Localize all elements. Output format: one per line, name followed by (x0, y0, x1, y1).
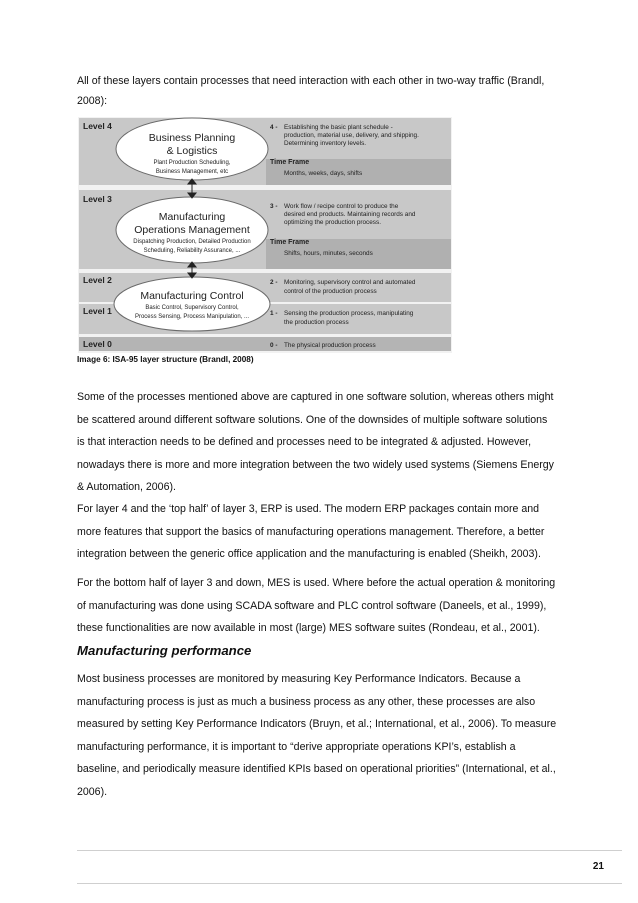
intro-paragraph: All of these layers contain processes that need interaction with each other in two-way traffic (Brandl, 2008): (77, 75, 545, 107)
level3-label: Level 3 (83, 194, 112, 204)
tf3-label: Time Frame (270, 239, 310, 246)
tf4-label: Time Frame (270, 159, 310, 166)
business-title-1: Business Planning (148, 132, 236, 144)
page-number: 21 (592, 861, 604, 872)
desc0-num: 0 - (270, 342, 278, 349)
level4-label: Level 4 (83, 121, 112, 131)
footer-rule-top (77, 850, 622, 851)
control-sub-2: Process Sensing, Process Manipulation, ... (134, 314, 250, 320)
level0-band (79, 337, 451, 351)
control-ellipse (114, 277, 270, 331)
paragraph-erp: For layer 4 and the ‘top half’ of layer 3, ERP is used. The modern ERP packages contain more and more features that support the basics of manufacturing operations management. Therefore, a better integration between the generic office application and the manufacturing is enabled (Sheikh, 2003). (77, 503, 545, 561)
footer-rule-bottom (77, 883, 622, 884)
mom-title-1: Manufacturing (158, 211, 226, 223)
desc1-num: 1 - (270, 310, 278, 317)
control-sub-1: Basic Control, Supervisory Control, (145, 305, 239, 311)
figure-caption: Image 6: ISA-95 layer structure (Brandl, 2008) (77, 355, 254, 364)
desc1-line2: the production process (284, 319, 349, 326)
desc0-line1: The physical production process (284, 342, 376, 349)
desc4-line1: Establishing the basic plant schedule - (284, 124, 393, 131)
mom-sub-1: Dispatching Production, Detailed Production (133, 239, 251, 245)
desc2-line2: control of the production process (284, 288, 377, 295)
control-title: Manufacturing Control (140, 290, 244, 302)
desc3-line3: optimizing the production process. (284, 219, 381, 226)
isa95-diagram (78, 117, 452, 353)
paragraph-software-solutions: Some of the processes mentioned above are captured in one software solution, whereas others might be scattered around different software solutions. One of the downsides of multiple software solutions is that interaction needs to be defined and processes need to be integrated & adjusted. However, nowadays there is more and more integration between the two widely used systems (Siemens Energy & Automation, 2006). (77, 391, 554, 494)
desc2-num: 2 - (270, 279, 278, 286)
tf3-value: Shifts, hours, minutes, seconds (284, 250, 373, 257)
level2-label: Level 2 (83, 275, 112, 285)
desc3-num: 3 - (270, 203, 278, 210)
business-sub-2: Business Management, etc (155, 169, 229, 175)
level1-label: Level 1 (83, 306, 112, 316)
paragraph-kpi: Most business processes are monitored by measuring Key Performance Indicators. Because a manufacturing process is just as much a business process as any other, these processes are also measured by setting Key Performance Indicators (Bruyn, et al.; International, et al., 2006). To measure manufacturing performance, it is important to “derive appropriate operations KPI’s, establish a baseline, and periodically measure identified KPIs based on operational priorities” (International, et al., 2006). (77, 673, 557, 798)
desc1-line1: Sensing the production process, manipulating (284, 310, 414, 317)
desc3-line1: Work flow / recipe control to produce the (284, 203, 399, 210)
business-sub-1: Plant Production Scheduling, (153, 160, 231, 166)
desc4-num: 4 - (270, 124, 278, 131)
desc3-line2: desired end products. Maintaining records and (284, 211, 416, 218)
mom-title-2: Operations Management (134, 224, 250, 236)
section-heading: Manufacturing performance (77, 643, 252, 658)
business-title-2: & Logistics (166, 145, 218, 157)
mom-sub-2: Scheduling, Reliability Assurance, ... (143, 248, 241, 254)
paragraph-mes: For the bottom half of layer 3 and down, MES is used. Where before the actual operation & monitoring of manufacturing was done using SCADA software and PLC control software (Daneels, et al., 1999), these functionalities are now available in most (large) MES software suites (Rondeau, et al., 2001). (77, 577, 556, 635)
desc4-line2: production, material use, delivery, and shipping. (284, 132, 419, 139)
tf4-value: Months, weeks, days, shifts (284, 170, 363, 177)
level0-label: Level 0 (83, 339, 112, 349)
desc4-line3: Determining inventory levels. (284, 140, 367, 147)
desc2-line1: Monitoring, supervisory control and automated (284, 279, 416, 286)
